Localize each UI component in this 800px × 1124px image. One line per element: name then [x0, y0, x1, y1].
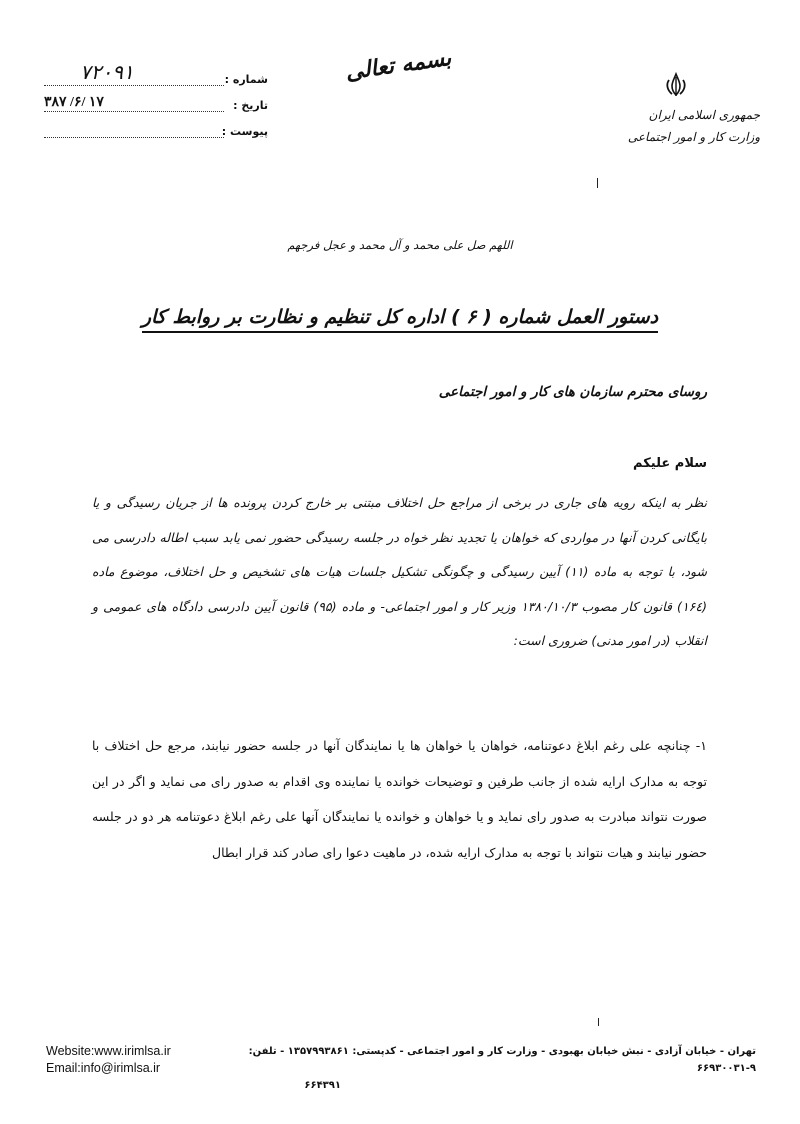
footer-address: تهران - خیابان آزادی - نبش خیابان بهبودی - وزارت کار و امور اجتماعی - کدپستی: ۱۳۵۷۹۹۳۸۶۱ - تلفن: ۹-۶۶۹۳۰۰۳۱ [248, 1046, 756, 1074]
ministry-line-2: وزارت کار و امور اجتماعی [627, 130, 760, 144]
footer-website: Website:www.irimlsa.ir [46, 1044, 171, 1058]
footer-address-block [196, 1043, 756, 1094]
footer-contact [46, 1043, 171, 1077]
paragraph-intro: نظر به اینکه رویه های جاری در برخی از مراجع حل اختلاف مبتنی بر خارج کردن پرونده ها از جریان رسیدگی و یا بایگانی کردن آنها در مواردی که خواهان یا تجدید نظر خواه در جلسه رسیدگی حضور نمی یابد سبب اطاله دادرسی می شود، با توجه به ماده (۱۱) آیین رسیدگی و چگونگی تشکیل جلسات هیات های تشخیص و حل اختلاف، موضوع ماده (۱۶٤) قانون کار مصوب ۱۳۸۰/۱۰/۳ وزیر کار و امور اجتماعی- و ماده (۹۵) قانون آیین دادرسی دادگاه های عمومی و انقلاب (در امور مدنی) ضروری است: [92, 495, 707, 648]
ministry-block [610, 104, 760, 148]
letter-number: ۷۲۰۹۱ [80, 62, 134, 84]
number-label: شماره : [224, 73, 268, 86]
date-row [38, 86, 268, 112]
scan-mark [597, 178, 598, 188]
letter-date: ۳۸۷ /۶/ ۱۷ [44, 95, 104, 110]
attachment-label: پیوست : [221, 125, 268, 138]
footer-email: Email:info@irimlsa.ir [46, 1061, 161, 1075]
attachment-row [38, 112, 268, 138]
invocation-heading: بسمه تعالی [343, 44, 453, 86]
date-line [44, 95, 224, 112]
number-line [44, 62, 224, 86]
salawat-line: اللهم صل علی محمد و آل محمد و عجل فرجهم [287, 238, 513, 252]
letter-meta [38, 60, 268, 138]
iran-emblem-icon [663, 72, 689, 98]
paragraph-item-1: ۱- چنانچه علی رغم ابلاغ دعوتنامه، خواهان یا خواهان ها یا نمایندگان آنها در جلسه حضور نیابند، مرجع حل اختلاف با توجه به مدارک ارایه شده از جانب طرفین و توضیحات خوانده یا نماینده وی اقدام به صدور رای می نماید و اگر در این صورت نتواند مبادرت به صدور رای نماید و یا خواهان و خوانده یا نمایندگان آنها علی رغم ابلاغ دعوتنامه هر دو در جلسه حضور نیابند و هیات نتواند با توجه به مدارک ارایه شده، در ماهیت دعوا رای صادر کند قرار ابطال [92, 738, 707, 860]
attachment-line [44, 121, 224, 138]
greeting: سلام علیکم [633, 456, 707, 471]
document-title-text: دستور العمل شماره ( ۶ ) اداره کل تنظیم و نظارت بر روابط کار [142, 306, 658, 333]
ministry-line-1: جمهوری اسلامی ایران [648, 108, 760, 122]
addressee: روسای محترم سازمان های کار و امور اجتماعی [438, 384, 707, 400]
document-title [0, 306, 800, 328]
number-row [38, 60, 268, 86]
scan-mark [598, 1018, 599, 1026]
date-label: تاریخ : [233, 99, 268, 112]
footer-fax: ۶۶۴۳۹۱ [304, 1080, 341, 1091]
